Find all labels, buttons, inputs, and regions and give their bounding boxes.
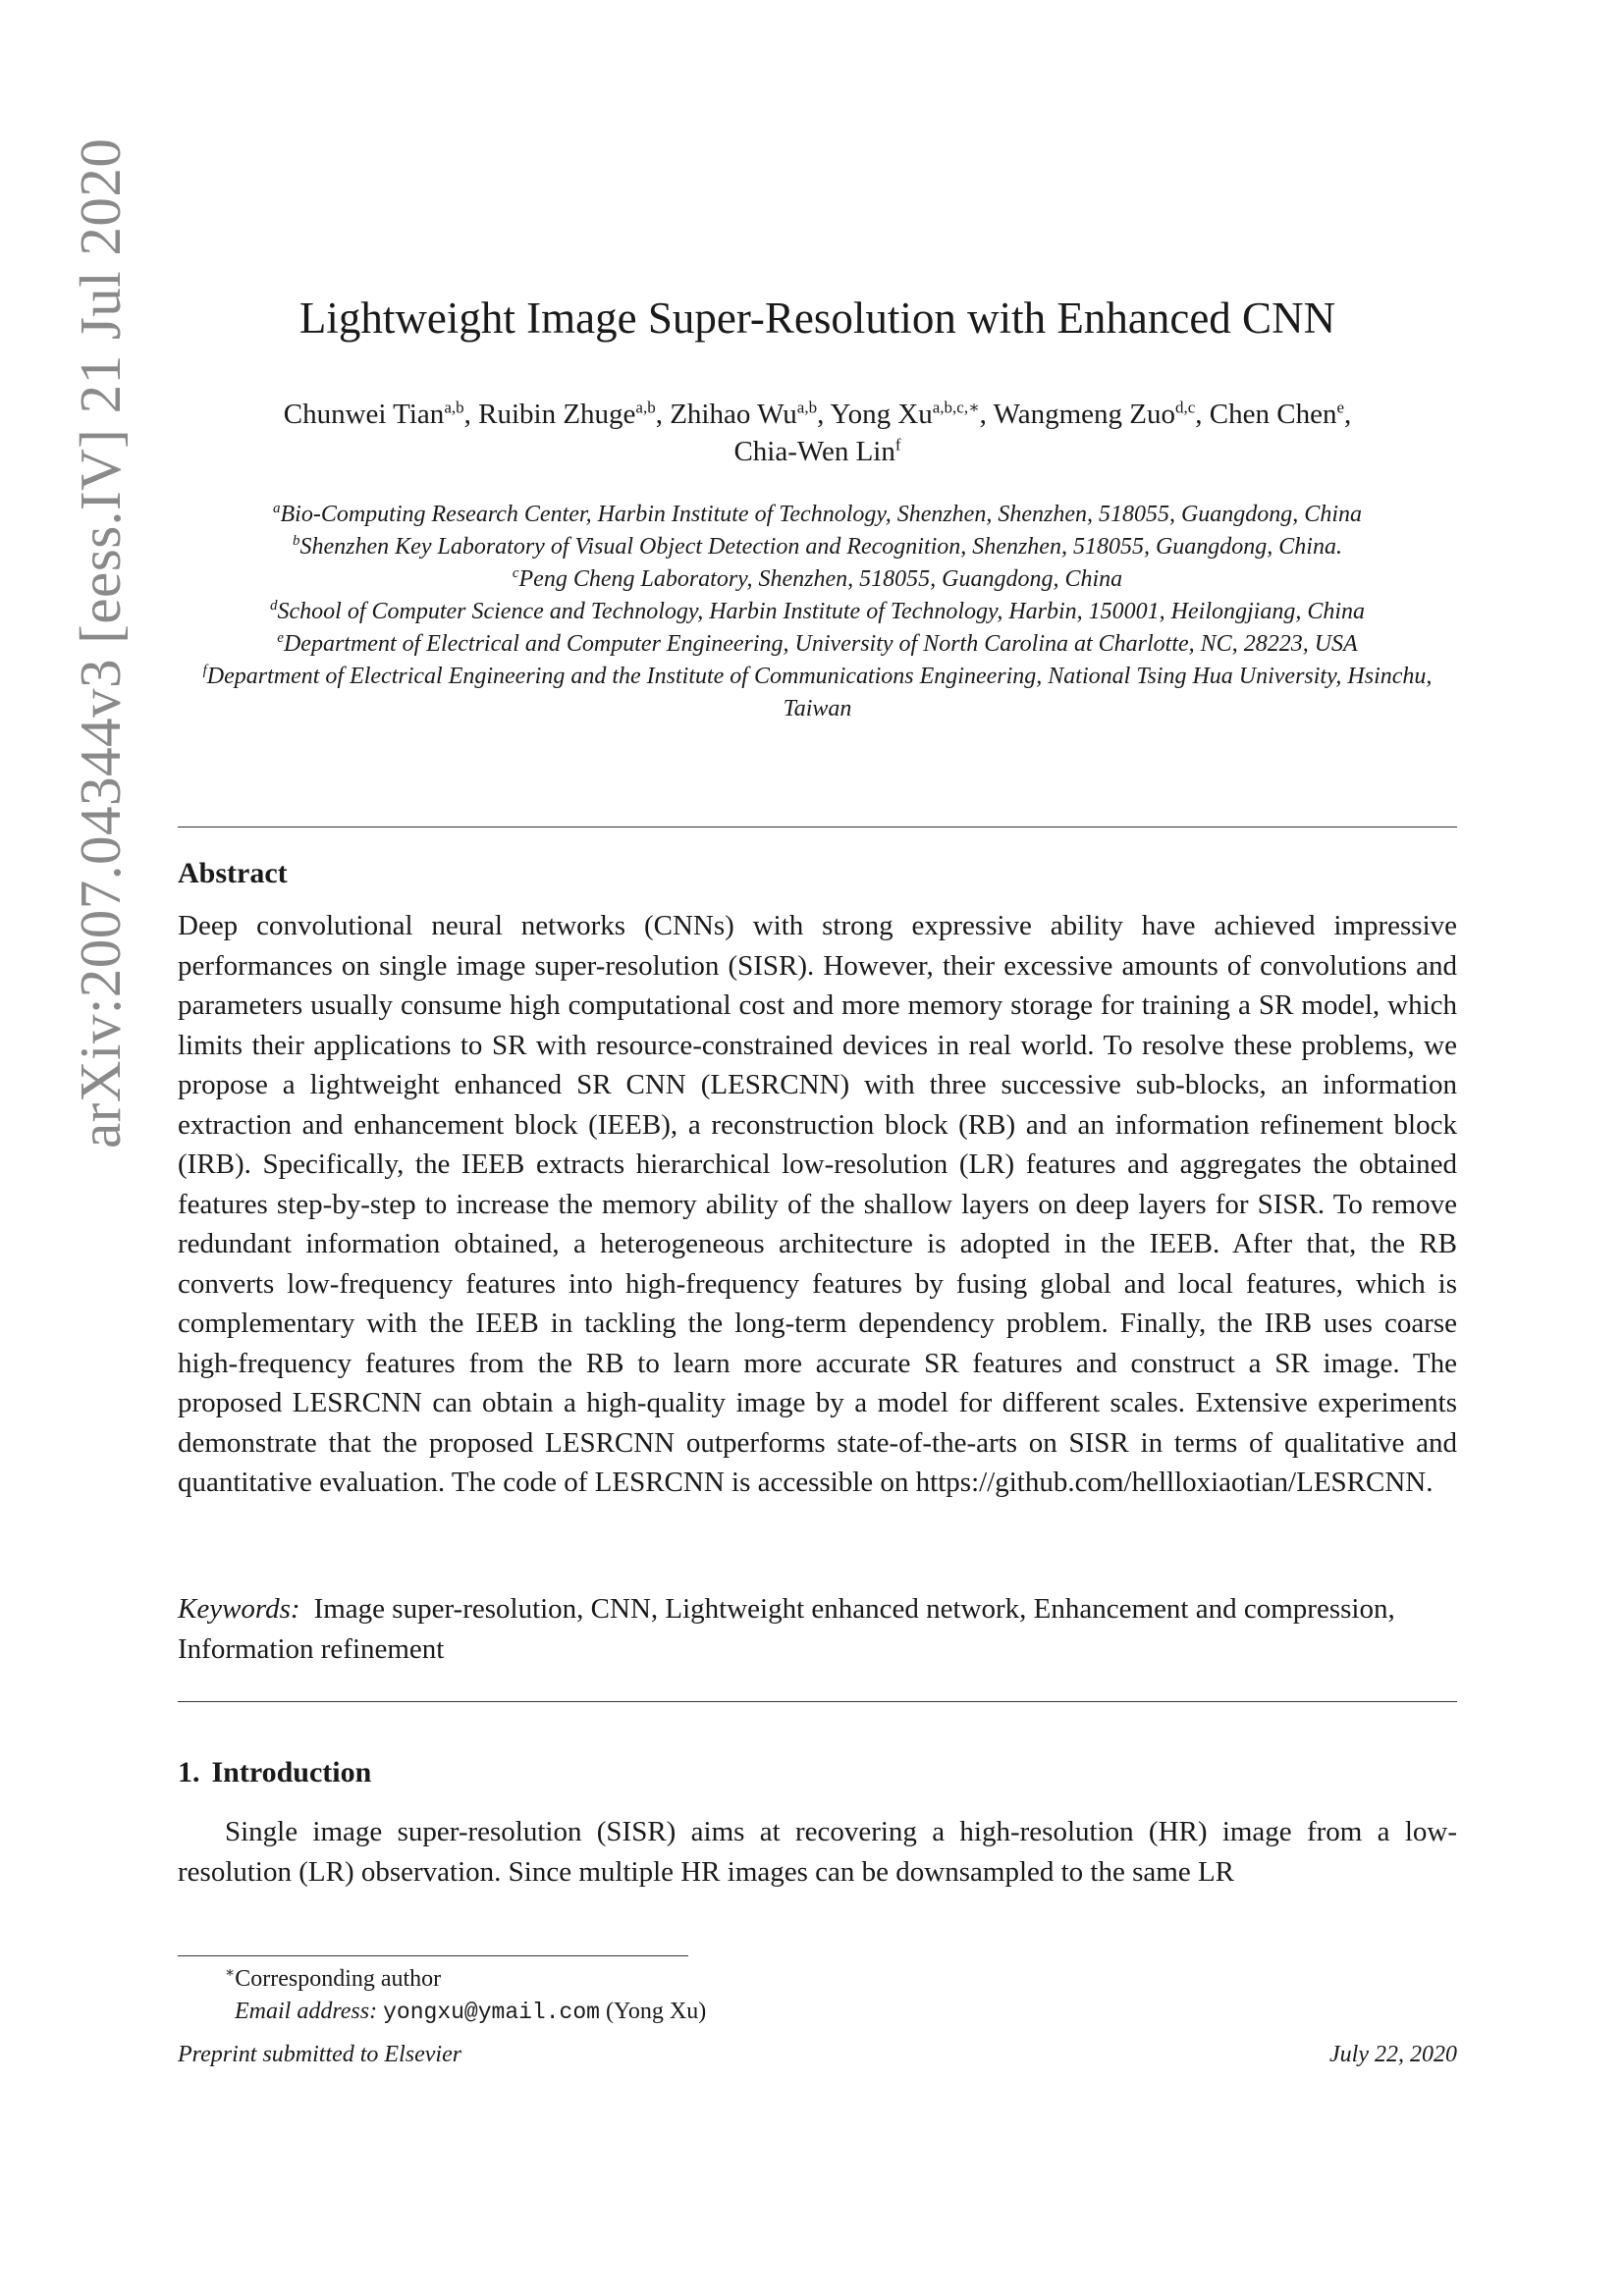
keywords — [178, 1589, 1457, 1669]
footnote-rule — [178, 1955, 688, 1956]
keywords-text: Image super-resolution, CNN, Lightweight enhanced network, Enhancement and compression, Information refinement — [178, 1593, 1395, 1665]
arxiv-identifier: arXiv:2007.04344v3 [eess.IV] 21 Jul 2020 — [68, 137, 133, 1148]
footnote — [225, 1963, 706, 2029]
author: Yong $Xu^{a,b,c,∗}$, — [830, 398, 994, 430]
section-number: 1. — [178, 1756, 200, 1789]
affiliation: $^c$Peng Cheng Laboratory, Shenzhen, 518055, Guangdong, China — [512, 565, 1123, 592]
section-heading-introduction — [178, 1756, 371, 1789]
author: Chen Chen$^e$, — [1209, 398, 1352, 430]
author: Zhihao Wu$^{a,b}$, — [670, 398, 831, 430]
abstract-heading: Abstract — [178, 857, 288, 889]
author: Chia-Wen Lin$^f$ — [733, 435, 901, 467]
affiliation: $^d$School of Computer Science and Technology, Harbin Institute of Technology, Harbin, 150001, Heilongjiang, China — [270, 598, 1365, 624]
affiliation-list — [178, 499, 1457, 725]
affiliation: $^e$Department of Electrical and Computer Engineering, University of North Carolina at Charlotte, NC, 28223, USA — [277, 630, 1358, 657]
paper-title: Lightweight Image Super-Resolution with Enhanced CNN — [298, 294, 1336, 343]
affiliation: $^a$Bio-Computing Research Center, Harbin Institute of Technology, Shenzhen, Shenzhen, 518055, Guangdong, China — [273, 501, 1362, 527]
section-title: Introduction — [211, 1756, 372, 1789]
affiliation: $^b$Shenzhen Key Laboratory of Visual Object Detection and Recognition, Shenzhen, 518055, Guangdong, China. — [293, 533, 1342, 560]
keywords-label: Keywords: — [178, 1593, 300, 1625]
footnote-email: Email address: yongxu@ymail.com (Yong Xu) — [235, 1999, 707, 2025]
abstract-bottom-rule — [178, 1701, 1457, 1702]
footer-preprint-note: Preprint submitted to Elsevier — [178, 2042, 462, 2067]
author: Ruibin Zhuge$^{a,b}$, — [478, 398, 671, 430]
author: Chunwei Tian$^{a,b}$, — [283, 398, 479, 430]
email-address: yongxu@ymail.com — [383, 2000, 600, 2025]
footnote-corresponding: ∗Corresponding author — [225, 1965, 442, 1992]
footer-date: July 22, 2020 — [1329, 2042, 1457, 2067]
author: Wangmeng Zuo$^{d,c}$, — [993, 398, 1210, 430]
introduction-text: Single image super-resolution (SISR) aims at recovering a high-resolution (HR) image from a low-resolution (LR) observation. Since multiple HR images can be downsampled to the same LR — [178, 1816, 1457, 1888]
affiliation: $^f$Department of Electrical Engineering and the Institute of Communications Engineering, National Tsing Hua University, Hsinchu, Taiwan — [202, 663, 1433, 721]
abstract-text: Deep convolutional neural networks (CNNs) with strong expressive ability have achieved impressive performances on single image super-resolution (SISR). However, their excessive amounts of convolutions and parameters usually consume high computational cost and more memory storage for training a SR model, which limits their applications to SR with resource-constrained devices in real world. To resolve these problems, we propose a lightweight enhanced SR CNN (LESRCNN) with three successive sub-blocks, an information extraction and enhancement block (IEEB), a reconstruction block (RB) and an information refinement block (IRB). Specifically, the IEEB extracts hierarchical low-resolution (LR) features and aggregates the obtained features step-by-step to increase the memory ability of the shallow layers on deep layers for SISR. To remove redundant information obtained, a heterogeneous architecture is adopted in the IEEB. After that, the RB converts low-frequency features into high-frequency features by fusing global and local features, which is complementary with the IEEB in tackling the long-term dependency problem. Finally, the IRB uses coarse high-frequency features from the RB to learn more accurate SR features and construct a SR image. The proposed LESRCNN can obtain a high-quality image by a model for different scales. Extensive experiments demonstrate that the proposed LESRCNN outperforms state-of-the-arts on SISR in terms of qualitative and quantitative evaluation. The code of LESRCNN is accessible on https://github.com/hellloxiaotian/LESRCNN. — [178, 910, 1457, 1498]
abstract-top-rule — [178, 827, 1457, 828]
author-list — [178, 396, 1457, 470]
